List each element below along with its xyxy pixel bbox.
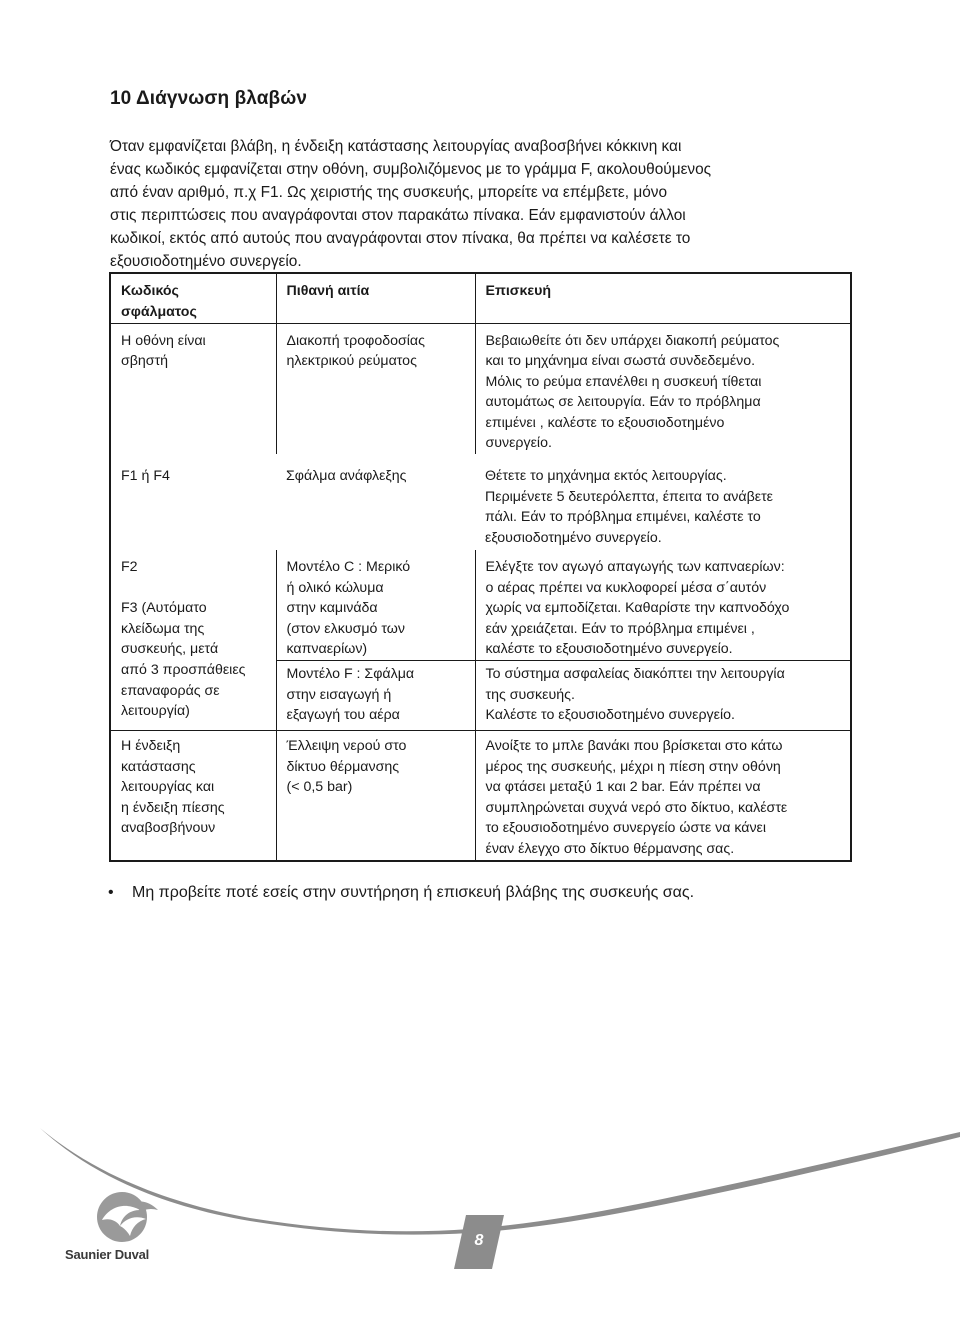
cell-line: F2 xyxy=(121,559,138,576)
cell-cause xyxy=(276,323,475,454)
cell-line: εάν χρειάζεται. Εάν το πρόβλημα επιμένει , xyxy=(485,620,755,637)
cell-line: Μοντέλο C : Μερικό xyxy=(286,559,411,576)
cell-line: Μόλις το ρεύμα επανέλθει η συσκευή τίθεται xyxy=(485,373,762,390)
intro-line: εξουσιοδοτημένο συνεργείο. xyxy=(110,253,302,270)
cell-line: Έλλειψη νερού στο xyxy=(286,738,407,755)
cell-line: αναβοσβήνουν xyxy=(121,820,216,837)
section-title: 10 Διάγνωση βλαβών xyxy=(110,88,308,109)
cell-line: (στον ελκυσμό των xyxy=(286,620,405,637)
saunier-duval-bird-logo-icon xyxy=(96,1190,162,1244)
cell-line: εξουσιοδοτημένο συνεργείο. xyxy=(485,529,662,546)
intro-line: από έναν αριθμό, π.χ F1. Ως χειριστής της συσκευής, μπορείτε να επέμβετε, μόνο xyxy=(110,184,668,201)
cell-line: Η ένδειξη xyxy=(121,738,181,755)
cell-line: Ελέγξτε τον αγωγό απαγωγής των καπναερίων: xyxy=(485,559,785,576)
cell-line: F1 ή F4 xyxy=(121,468,170,485)
header-code xyxy=(110,273,276,323)
cell-cause xyxy=(276,550,475,660)
cell-line: συσκευής, μετά xyxy=(121,641,219,658)
cell-line: καπναερίων) xyxy=(286,641,368,658)
cell-line: ή ολικό κώλυμα xyxy=(286,579,384,596)
cell-line: της συσκευής. xyxy=(485,686,575,703)
cell-code xyxy=(110,323,276,454)
cell-line: μέρος της συσκευής, μέχρι η πίεση στην οθόνη xyxy=(485,758,781,775)
cell-repair xyxy=(475,454,851,550)
cell-repair xyxy=(475,550,851,660)
cell-line: (< 0,5 bar) xyxy=(286,779,353,796)
header-cause-label: Πιθανή αιτία xyxy=(286,283,370,299)
page-number: 8 xyxy=(474,1232,484,1249)
header-code-line: σφάλματος xyxy=(121,303,197,320)
intro-line: Όταν εμφανίζεται βλάβη, η ένδειξη κατάστασης λειτουργίας αναβοσβήνει κόκκινη και xyxy=(110,138,682,155)
cell-line: Διακοπή τροφοδοσίας xyxy=(286,332,425,349)
header-code-line: Κωδικός xyxy=(121,283,179,299)
fault-table xyxy=(109,272,852,862)
safety-note xyxy=(108,884,694,902)
cell-cause xyxy=(276,661,475,731)
bullet-marker: • xyxy=(108,884,114,901)
cell-line: το εξουσιοδοτημένο συνεργείο ώστε να κάνει xyxy=(485,820,767,837)
cell-repair xyxy=(475,661,851,731)
cell-line: Βεβαιωθείτε ότι δεν υπάρχει διακοπή ρεύματος xyxy=(485,332,780,349)
header-cause xyxy=(276,273,475,323)
cell-line: ηλεκτρικού ρεύματος xyxy=(286,353,417,370)
cell-line: ο αέρας πρέπει να κυκλοφορεί μέσα σ΄αυτόν xyxy=(485,579,767,596)
safety-note-text: Μη προβείτε ποτέ εσείς στην συντήρηση ή επισκευή βλάβης της συσκευής σας. xyxy=(132,884,695,901)
cell-line: και το μηχάνημα είναι σωστά συνδεδεμένο. xyxy=(485,353,756,370)
header-repair-label: Επισκευή xyxy=(485,283,552,299)
intro-line: ένας κωδικός εμφανίζεται στην οθόνη, συμβολιζόμενος με το γράμμα F, ακολουθούμενος xyxy=(110,161,712,178)
cell-code xyxy=(110,731,276,861)
cell-line: εξαγωγή του αέρα xyxy=(286,707,400,724)
cell-line: αυτομάτως σε λειτουργία. Εάν το πρόβλημα xyxy=(485,394,761,411)
cell-line: Σφάλμα ανάφλεξης xyxy=(286,468,407,485)
cell-line: επιμένει , καλέστε το εξουσιοδοτημένο xyxy=(485,414,725,431)
cell-line: έναν έλεγχο στο δίκτυο θέρμανσης σας. xyxy=(485,841,735,857)
header-repair xyxy=(475,273,851,323)
cell-repair xyxy=(475,323,851,454)
cell-cause xyxy=(276,454,475,550)
cell-line: στην καμινάδα xyxy=(286,600,378,617)
cell-line: Το σύστημα ασφαλείας διακόπτει την λειτουργία xyxy=(485,666,785,683)
cell-line: Καλέστε το εξουσιοδοτημένο συνεργείο. xyxy=(485,707,735,724)
cell-line: χωρίς να εμποδίζεται. Καθαρίστε την καπνοδόχο xyxy=(485,600,790,617)
cell-line: F3 (Αυτόματο xyxy=(121,600,207,617)
cell-line: καλέστε το εξουσιοδοτημένο συνεργείο. xyxy=(485,641,733,658)
cell-line: συμπληρώνεται συχνά νερό στο δίκτυο, καλέστε xyxy=(485,799,788,816)
cell-line: στην εισαγωγή ή xyxy=(286,686,392,703)
cell-code xyxy=(110,550,276,730)
cell-cause xyxy=(276,731,475,861)
table-row xyxy=(110,454,851,550)
cell-line: σβηστή xyxy=(121,353,169,370)
cell-line: λειτουργία) xyxy=(121,703,190,720)
cell-line: Μοντέλο F : Σφάλμα xyxy=(286,666,415,683)
table-row xyxy=(110,323,851,454)
cell-line: από 3 προσπάθειες xyxy=(121,662,246,679)
table-row xyxy=(110,550,851,660)
cell-code xyxy=(110,454,276,550)
table-row xyxy=(110,731,851,861)
cell-line: επαναφοράς σε xyxy=(121,682,220,699)
intro-line: κωδικοί, εκτός από αυτούς που αναγράφονται στον πίνακα, θα πρέπει να καλέσετε το xyxy=(110,230,691,247)
intro-line: στις περιπτώσεις που αναγράφονται στον παρακάτω πίνακα. Εάν εμφανιστούν άλλοι xyxy=(110,207,686,224)
cell-line: κλείδωμα της xyxy=(121,620,205,637)
cell-line: Θέτετε το μηχάνημα εκτός λειτουργίας. xyxy=(485,468,727,485)
cell-line: δίκτυο θέρμανσης xyxy=(286,758,400,775)
intro-paragraph xyxy=(110,135,850,273)
cell-line: Περιμένετε 5 δευτερόλεπτα, έπειτα το ανάβετε xyxy=(485,488,773,505)
cell-repair xyxy=(475,731,851,861)
table-header-row xyxy=(110,273,851,323)
brand-name: Saunier Duval xyxy=(65,1247,150,1262)
cell-line: συνεργείο. xyxy=(485,435,552,452)
cell-line: Ανοίξτε το μπλε βανάκι που βρίσκεται στο κάτω xyxy=(485,738,783,755)
cell-line: κατάστασης xyxy=(121,758,196,775)
cell-line: Η οθόνη είναι xyxy=(121,332,206,349)
cell-line: πάλι. Εάν το πρόβλημα επιμένει, καλέστε το xyxy=(485,509,761,526)
cell-line: λειτουργίας και xyxy=(121,779,215,796)
cell-line: να φτάσει μεταξύ 1 και 2 bar. Εάν πρέπει να xyxy=(485,779,761,796)
cell-line: η ένδειξη πίεσης xyxy=(121,799,225,816)
